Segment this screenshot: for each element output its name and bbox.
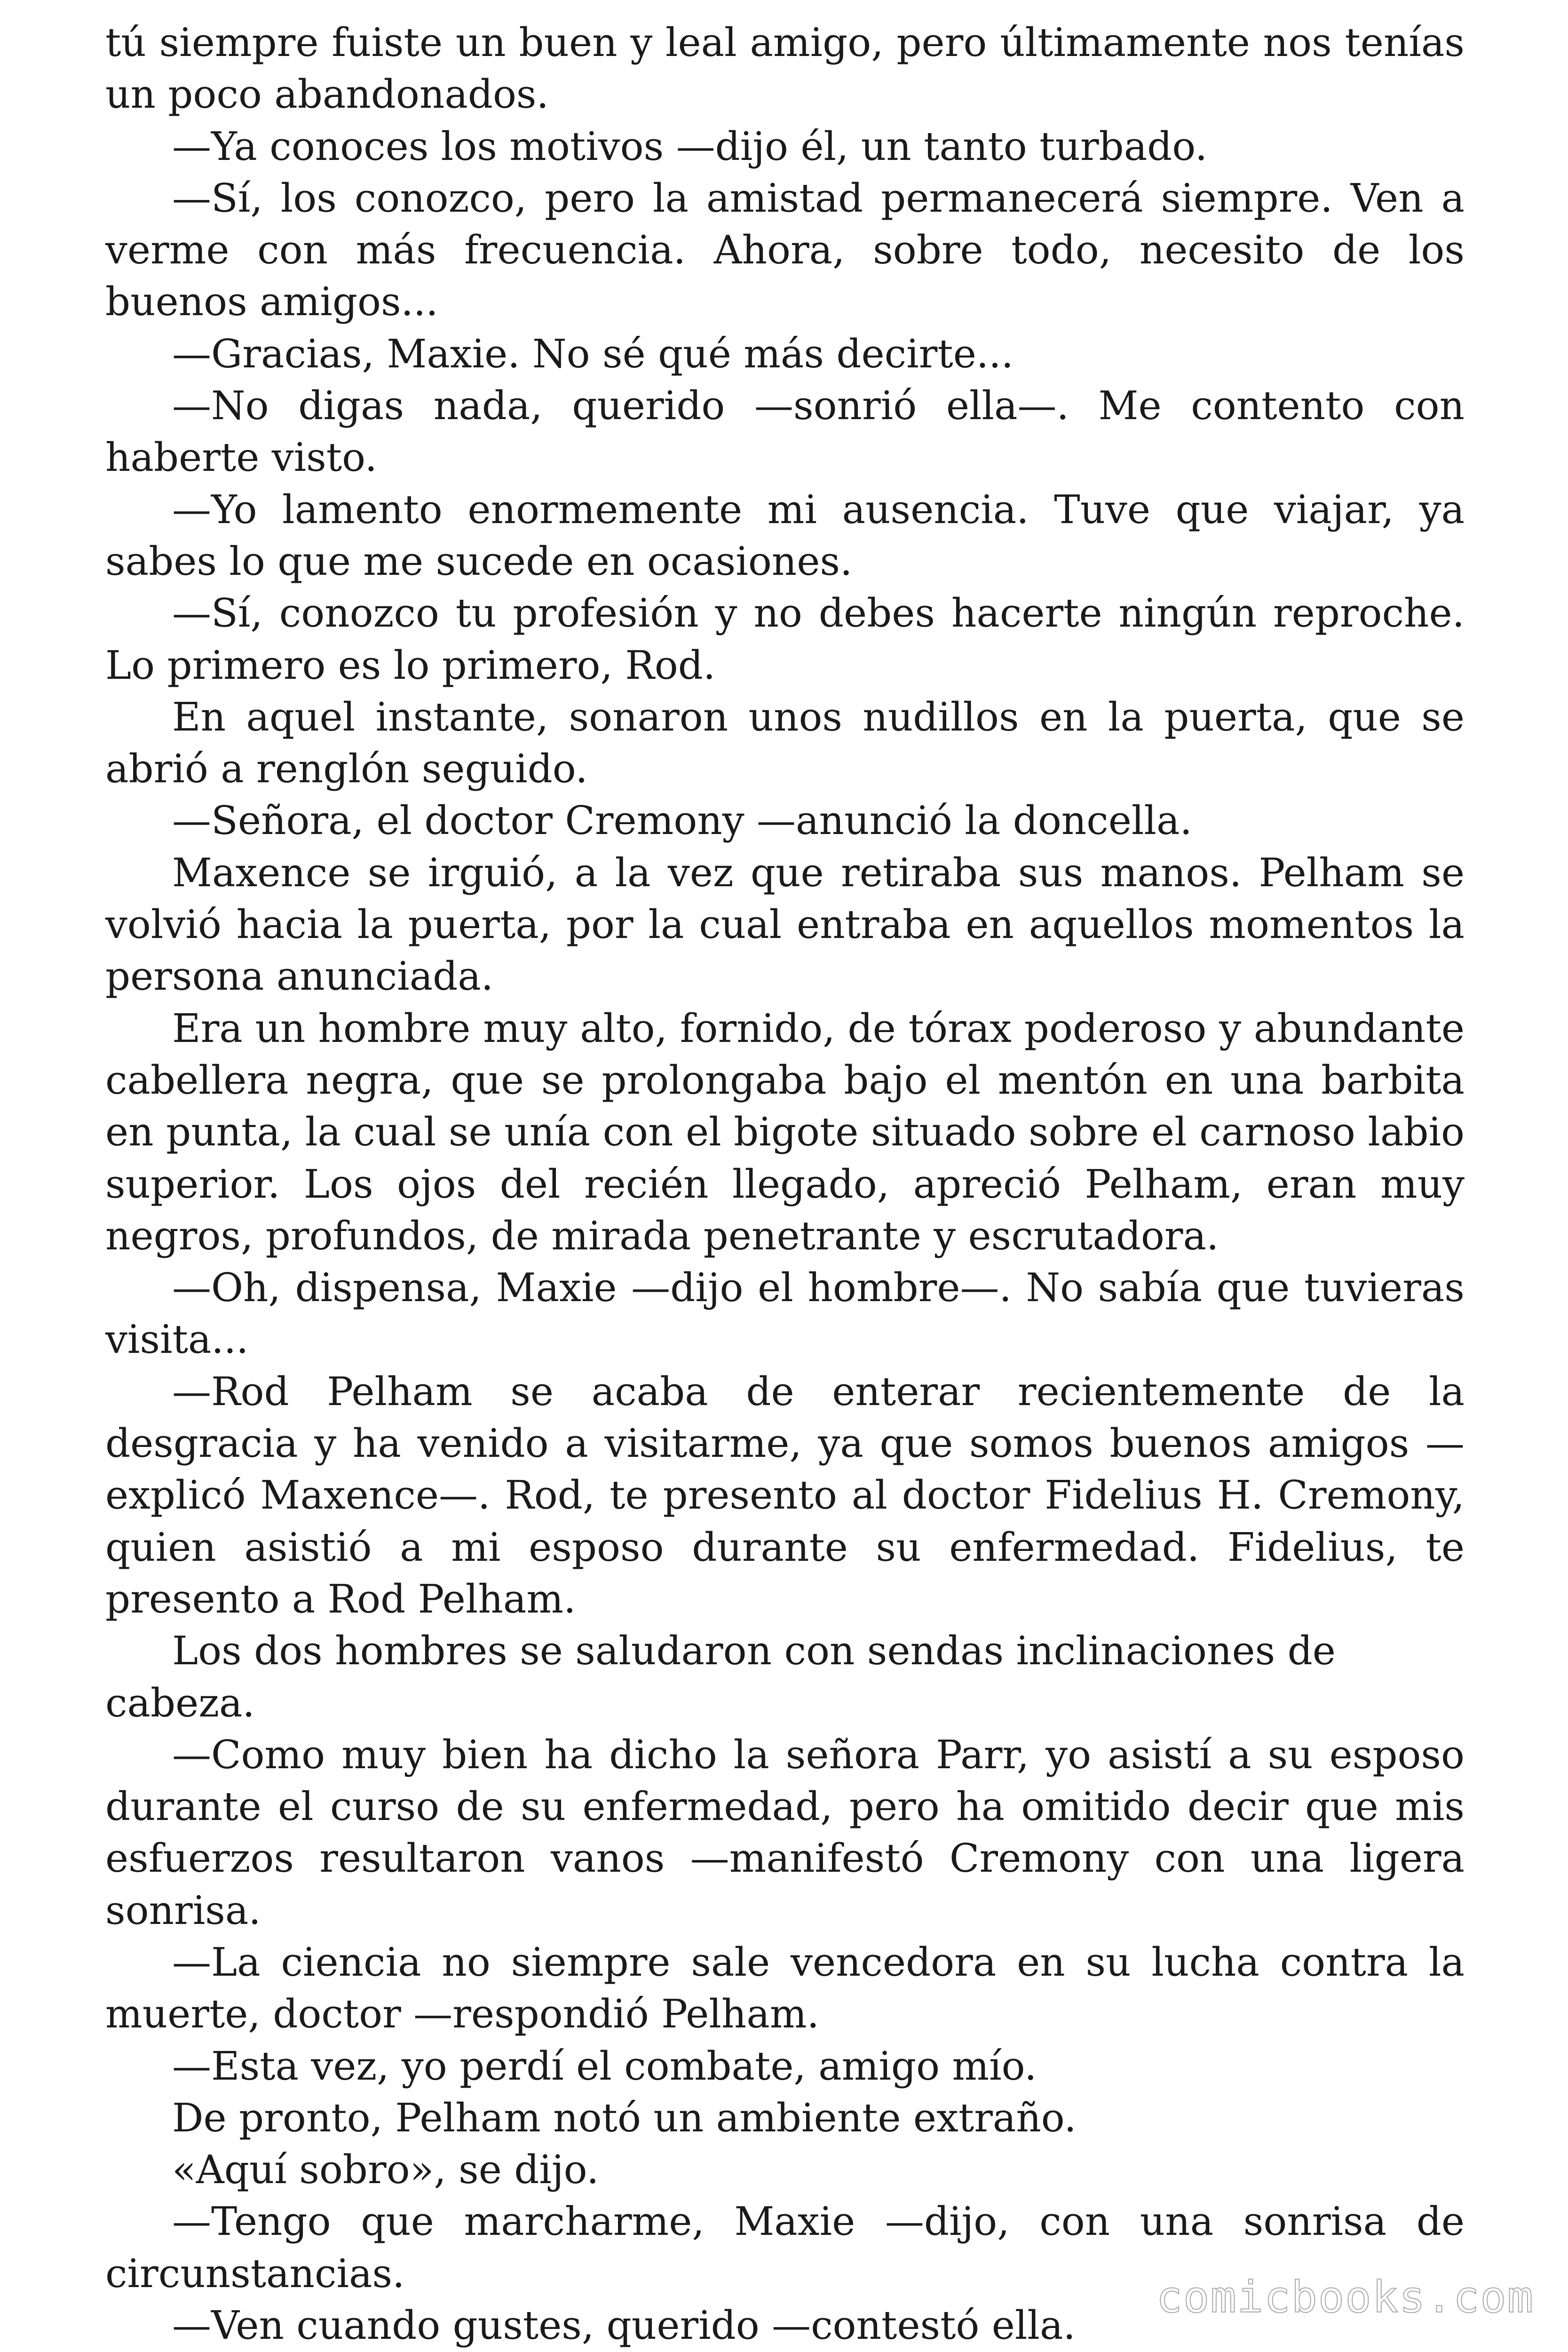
paragraph: «Aquí sobro», se dijo. [172, 2147, 599, 2193]
paragraph: Era un hombre muy alto, fornido, de tórax poderoso y abundante cabellera negra, que se prolongaba bajo el mentón en una barbita en punta, la cual se unía con el bigote situado sobre el carnoso labio superior. Los ojos del recién llegado, apreció Pelham, eran muy negros, profundos, de mirada penetrante y escrutadora. [105, 1005, 1465, 1259]
paragraph: —Gracias, Maxie. No sé qué más decirte... [172, 331, 1014, 377]
paragraph: —Ya conoces los motivos —dijo él, un tanto turbado. [172, 123, 1208, 169]
paragraph: —La ciencia no siempre sale vencedora en su lucha contra la muerte, doctor —respondió Pelham. [105, 1939, 1465, 2037]
paragraph: Los dos hombres se saludaron con sendas inclinaciones de cabeza. [105, 1628, 1336, 1726]
paragraph: —Señora, el doctor Cremony —anunció la doncella. [172, 798, 1192, 844]
paragraph: —Ven cuando gustes, querido —contestó ella. [172, 2303, 1076, 2349]
watermark: comicbooks.com [1156, 2272, 1534, 2322]
paragraph: —Esta vez, yo perdí el combate, amigo mío. [172, 2043, 1037, 2089]
paragraph: —Sí, los conozco, pero la amistad permanecerá siempre. Ven a verme con más frecuencia. Ahora, sobre todo, necesito de los buenos amigos... [105, 175, 1465, 325]
paragraph: —Tengo que marcharme, Maxie —dijo, con una sonrisa de circunstancias. [105, 2199, 1465, 2296]
paragraph: —Sí, conozco tu profesión y no debes hacerte ningún reproche. Lo primero es lo primero, Rod. [105, 590, 1465, 688]
paragraph: —Oh, dispensa, Maxie —dijo el hombre—. No sabía que tuvieras visita... [105, 1265, 1465, 1363]
paragraph: —No digas nada, querido —sonrió ella—. Me contento con haberte visto. [105, 383, 1465, 481]
paragraph: En aquel instante, sonaron unos nudillos en la puerta, que se abrió a renglón seguido. [105, 694, 1465, 792]
paragraph: —Como muy bien ha dicho la señora Parr, yo asistí a su esposo durante el curso de su enfermedad, pero ha omitido decir que mis esfuerzos resultaron vanos —manifestó Cremony con una ligera sonrisa. [105, 1732, 1465, 1933]
document-page [105, 17, 1465, 2352]
paragraph: tú siempre fuiste un buen y leal amigo, pero últimamente nos tenías un poco abandonados. [105, 20, 1465, 118]
paragraph: —Rod Pelham se acaba de enterar recientemente de la desgracia y ha venido a visitarme, ya que somos buenos amigos —explicó Maxence—. Rod, te presento al doctor Fidelius H. Cremony, quien asistió a mi esposo durante su enfermedad. Fidelius, te presento a Rod Pelham. [105, 1368, 1465, 1622]
paragraph: Maxence se irguió, a la vez que retiraba sus manos. Pelham se volvió hacia la puerta, por la cual entraba en aquellos momentos la persona anunciada. [105, 850, 1465, 1000]
paragraph: De pronto, Pelham notó un ambiente extraño. [172, 2095, 1077, 2141]
paragraph: —Yo lamento enormemente mi ausencia. Tuve que viajar, ya sabes lo que me sucede en ocasiones. [105, 486, 1465, 584]
